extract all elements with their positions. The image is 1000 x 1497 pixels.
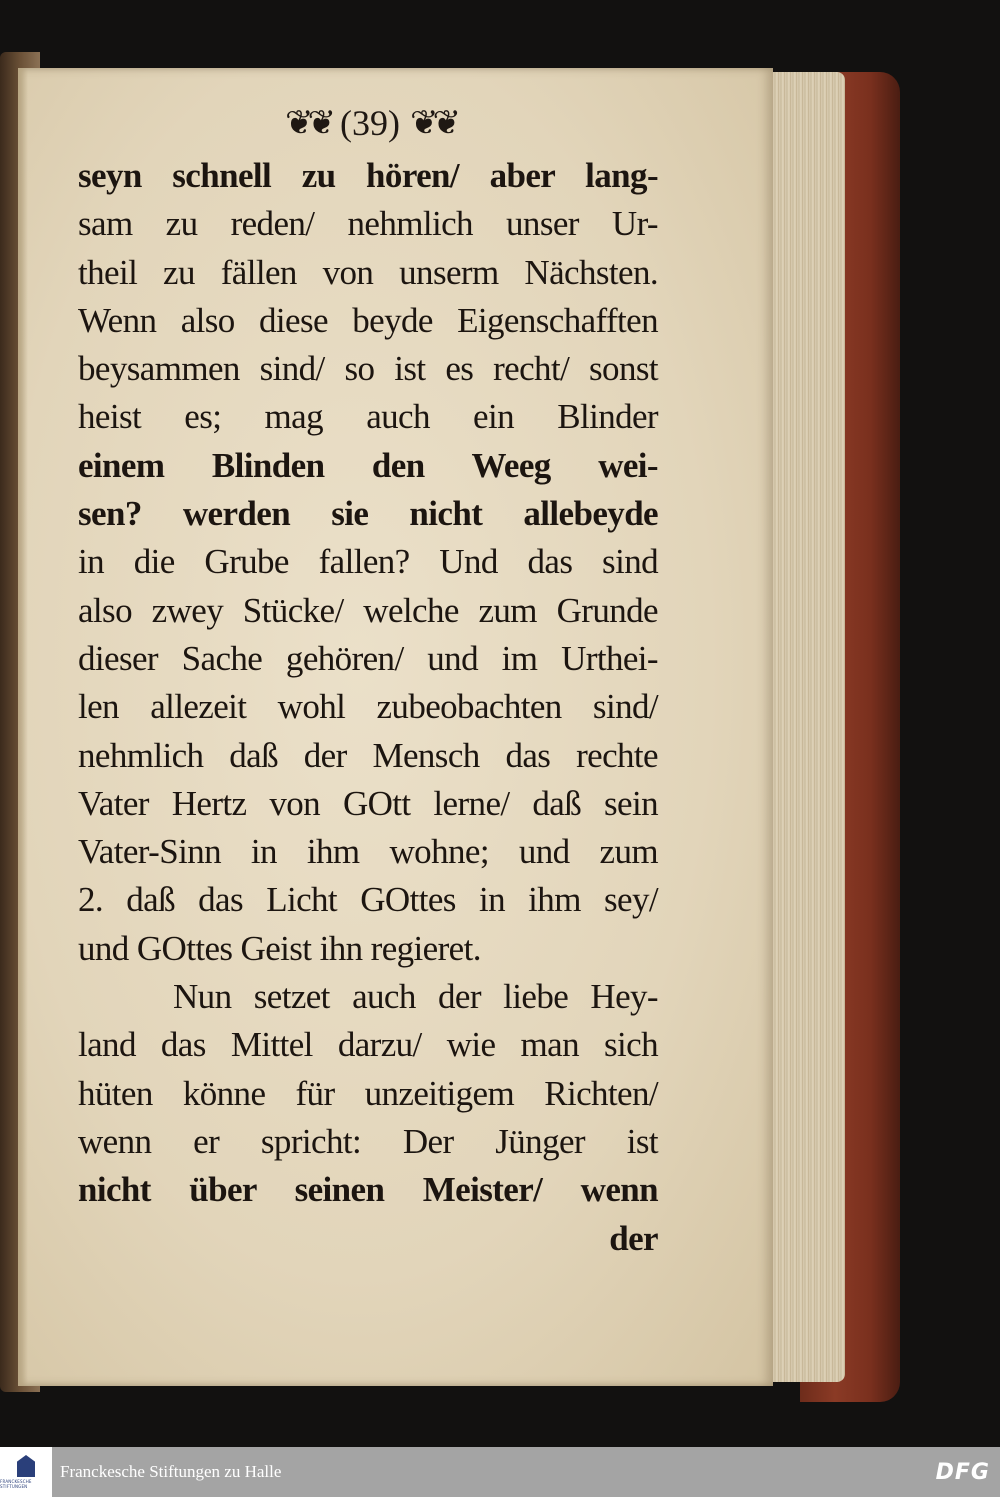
- text-line: Vater-Sinn in ihm wohne; und zum: [78, 832, 658, 872]
- text-line: in die Grube fallen? Und das sind: [78, 542, 658, 582]
- catchword: der: [609, 1218, 658, 1258]
- text-line: also zwey Stücke/ welche zum Grunde: [78, 590, 658, 630]
- institution-logo[interactable]: [0, 1447, 52, 1497]
- text-line: einem Blinden den Weeg wei-: [78, 445, 658, 485]
- text-line: beysammen sind/ so ist es recht/ sonst: [78, 349, 658, 389]
- ornament-right-icon: ❦❦: [409, 103, 455, 143]
- page-number: (39): [340, 103, 400, 143]
- text-line: seyn schnell zu hören/ aber lang-: [78, 156, 658, 195]
- page-header: [250, 98, 490, 148]
- text-line: dieser Sache gehören/ und im Urthei-: [78, 638, 658, 678]
- text-line: len allezeit wohl zubeobachten sind/: [78, 687, 658, 727]
- text-line: nehmlich daß der Mensch das rechte: [78, 735, 658, 775]
- page-text: [78, 152, 658, 1263]
- text-line: Vater Hertz von GOtt lerne/ daß sein: [78, 783, 658, 823]
- footer-bar: [0, 1447, 1000, 1497]
- building-icon: [17, 1455, 35, 1477]
- text-line: nicht über seinen Meister/ wenn: [78, 1170, 658, 1210]
- institution-name[interactable]: Franckesche Stiftungen zu Halle: [60, 1462, 282, 1481]
- logo-caption: FRANCKESCHE STIFTUNGEN: [0, 1479, 32, 1489]
- text-line: sam zu reden/ nehmlich unser Ur-: [78, 204, 658, 244]
- text-line: heist es; mag auch ein Blinder: [78, 397, 658, 437]
- text-line: 2. daß das Licht GOttes in ihm sey/: [78, 880, 658, 920]
- text-line: sen? werden sie nicht allebeyde: [78, 494, 658, 534]
- text-line: Nun setzet auch der liebe Hey-: [173, 977, 658, 1017]
- page-gutter: [18, 68, 28, 1386]
- text-line: theil zu fällen von unserm Nächsten.: [78, 252, 658, 292]
- text-line: und GOttes Geist ihn regieret.: [78, 928, 481, 968]
- ornament-left-icon: ❦❦: [285, 103, 330, 143]
- text-line: wenn er spricht: Der Jünger ist: [78, 1121, 658, 1161]
- text-line: hüten könne für unzeitigem Richten/: [78, 1073, 658, 1113]
- text-line: Wenn also diese beyde Eigenschafften: [78, 300, 658, 340]
- dfg-logo[interactable]: DFG: [935, 1459, 990, 1485]
- text-line: land das Mittel darzu/ wie man sich: [78, 1025, 658, 1065]
